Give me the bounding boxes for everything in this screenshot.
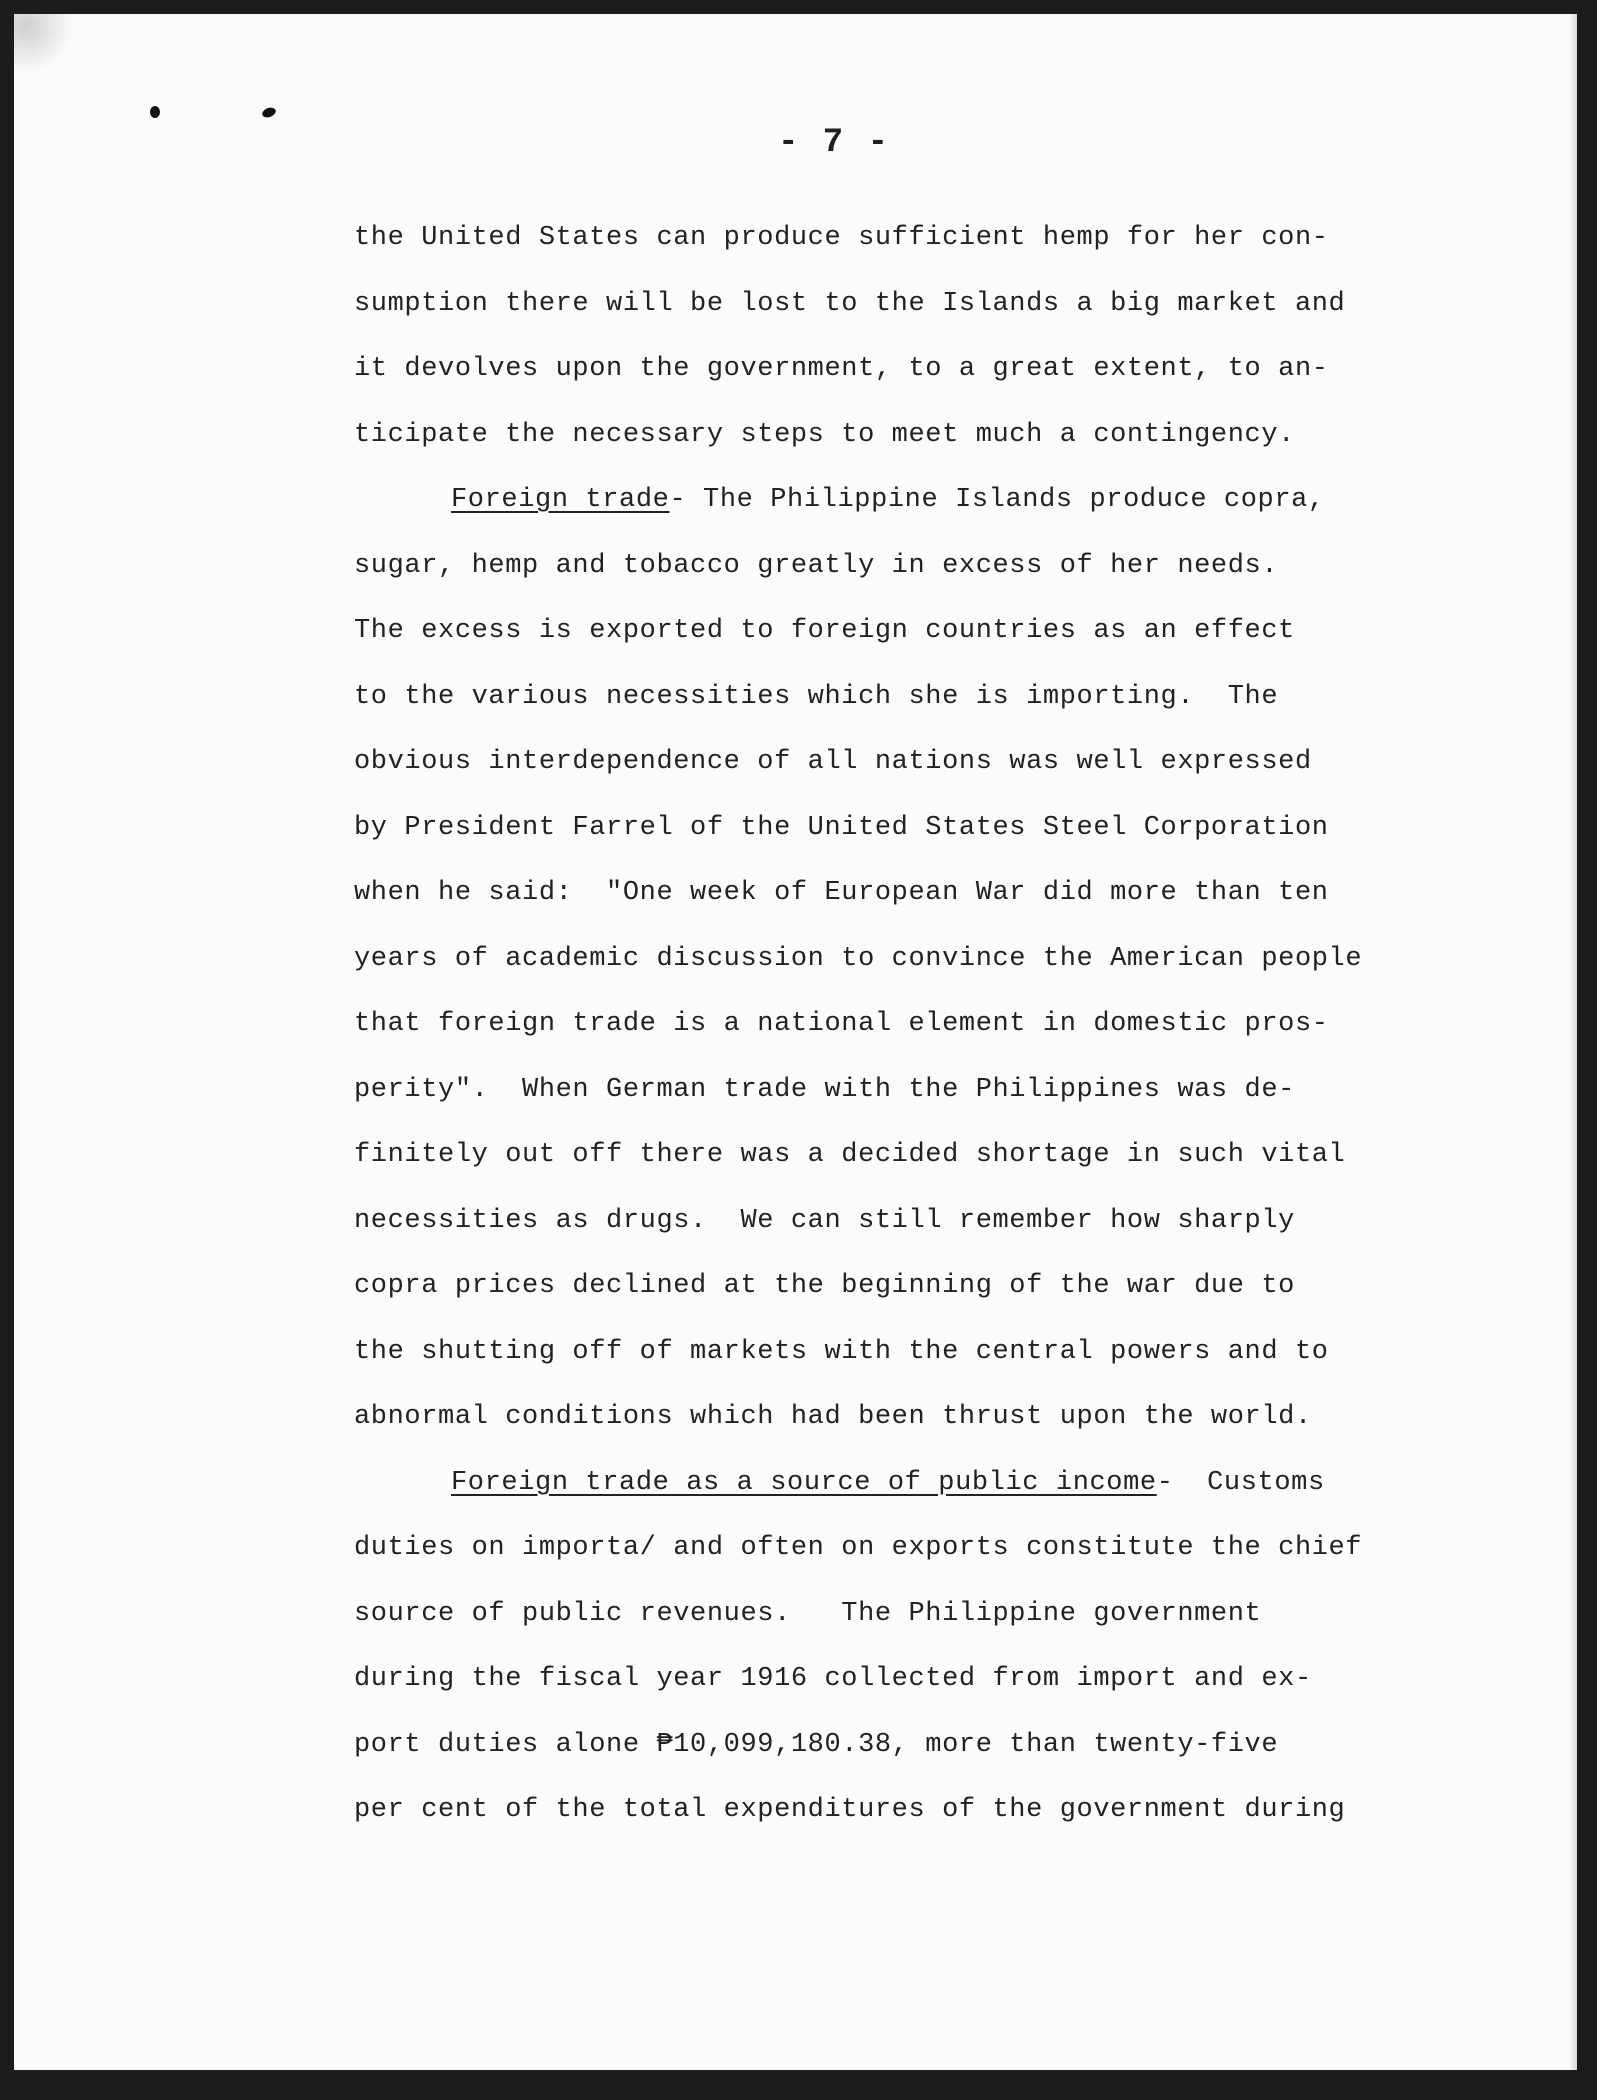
ink-spot — [150, 106, 160, 118]
text-line: source of public revenues. The Philippine government — [354, 1598, 1262, 1629]
text-line: that foreign trade is a national element in domestic pros- — [354, 1009, 1329, 1039]
paragraph-start — [354, 1451, 1364, 1517]
text-line: The excess is exported to foreign countries as an effect — [354, 616, 1295, 646]
text-line: ticipate the necessary steps to meet much a contingency. — [354, 419, 1295, 450]
document-page — [14, 14, 1577, 2070]
text-line: finitely out off there was a decided shortage in such vital — [354, 1140, 1346, 1170]
text-line-rest: - Customs — [1156, 1467, 1325, 1498]
text-line: it devolves upon the government, to a great extent, to an- — [354, 354, 1329, 384]
paragraph-start — [354, 468, 1364, 534]
page-number: - 7 - — [777, 124, 891, 162]
text-line: by President Farrel of the United States Steel Corporation — [354, 812, 1329, 843]
text-line: obvious interdependence of all nations was well expressed — [354, 747, 1312, 777]
body-text — [354, 206, 1364, 1844]
text-line: sumption there will be lost to the Islands a big market and — [354, 288, 1346, 319]
ink-spot — [261, 106, 277, 119]
text-line: perity". When German trade with the Philippines was de- — [354, 1074, 1295, 1105]
text-line: when he said: "One week of European War did more than ten — [354, 878, 1329, 908]
text-line-rest: - The Philippine Islands produce copra, — [669, 485, 1325, 515]
text-line: the shutting off of markets with the central powers and to — [354, 1336, 1329, 1367]
section-heading-public-income: Foreign trade as a source of public income — [451, 1467, 1157, 1498]
text-line: to the various necessities which she is importing. The — [354, 681, 1279, 712]
text-line: per cent of the total expenditures of the government during — [354, 1795, 1346, 1825]
text-line: abnormal conditions which had been thrust upon the world. — [354, 1402, 1312, 1432]
section-heading-foreign-trade: Foreign trade — [451, 485, 670, 515]
text-line: sugar, hemp and tobacco greatly in excess of her needs. — [354, 550, 1279, 581]
scan-edge-shadow — [1569, 14, 1577, 2070]
text-line: port duties alone ₱10,099,180.38, more than twenty-five — [354, 1729, 1279, 1760]
text-line: necessities as drugs. We can still remember how sharply — [354, 1205, 1295, 1236]
text-line: years of academic discussion to convince the American people — [354, 943, 1363, 974]
scan-corner-shadow — [14, 14, 74, 74]
text-line: copra prices declined at the beginning of the war due to — [354, 1271, 1295, 1301]
text-line: the United States can produce sufficient hemp for her con- — [354, 223, 1329, 253]
text-line: during the fiscal year 1916 collected from import and ex- — [354, 1664, 1312, 1694]
text-line: duties on importa/ and often on exports constitute the chief — [354, 1533, 1363, 1563]
